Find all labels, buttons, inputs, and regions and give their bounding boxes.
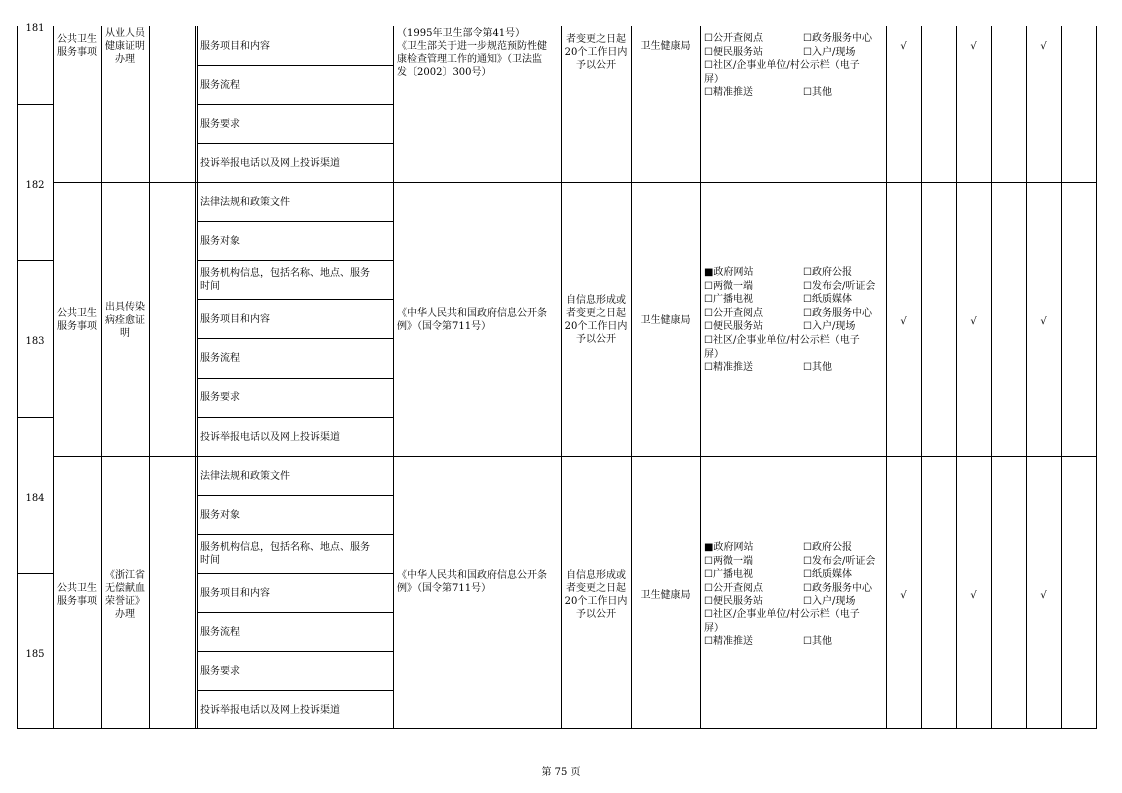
page-number: 第 75 页 (541, 767, 581, 778)
channels-left: ■政府网站 ☐两微一端 ☐广播电视 ☐公开查阅点 ☐便民服务站 (704, 267, 763, 332)
subitem-complaint: 投诉举报电话以及网上投诉渠道 (200, 432, 340, 443)
basis-cell: 《中华人民共和国政府信息公开条 例》（国令第711号） (397, 570, 547, 594)
category-cell: 公共卫生 服务事项 (57, 34, 97, 58)
check-mark: √ (970, 41, 977, 52)
check-mark: √ (900, 316, 907, 327)
channels-full: ☐社区/企事业单位/村公示栏（电子 屏） (704, 609, 860, 634)
timing-cell: 自信息形成或 者变更之日起 20个工作日内 予以公开 (564, 295, 628, 345)
channels-right: ☐政府公报 ☐发布会/听证会 ☐纸质媒体 ☐政务服务中心 ☐入户/现场 (803, 267, 876, 332)
subitem-law: 法律法规和政策文件 (200, 471, 290, 482)
row-number: 185 (25, 649, 45, 660)
category-cell: 公共卫生 服务事项 (57, 308, 97, 332)
row-number: 182 (25, 180, 45, 191)
subitem-req: 服务要求 (200, 392, 240, 403)
check-mark: √ (1040, 590, 1047, 601)
check-mark: √ (970, 590, 977, 601)
subitem-req: 服务要求 (200, 119, 240, 130)
subitem-flow: 服务流程 (200, 80, 240, 91)
channels-last-right: ☐其他 (803, 87, 832, 98)
check-mark: √ (970, 316, 977, 327)
subitem-content: 服务项目和内容 (200, 588, 270, 599)
subitem-flow: 服务流程 (200, 353, 240, 364)
channels-full: ☐社区/企事业单位/村公示栏（电子 屏） (704, 335, 860, 360)
check-mark: √ (900, 590, 907, 601)
subitem-org: 服务机构信息，包括名称、地点、服务 时间 (200, 268, 370, 292)
row-number: 184 (25, 493, 45, 504)
channels-right: ☐政府公报 ☐发布会/听证会 ☐纸质媒体 ☐政务服务中心 ☐入户/现场 (803, 542, 876, 607)
subitem-org: 服务机构信息，包括名称、地点、服务 时间 (200, 542, 370, 566)
channels-last-left: ☐精准推送 (704, 362, 753, 373)
channels-left: ■政府网站 ☐两微一端 ☐广播电视 ☐公开查阅点 ☐便民服务站 (704, 542, 763, 607)
subitem-law: 法律法规和政策文件 (200, 197, 290, 208)
subitem-complaint: 投诉举报电话以及网上投诉渠道 (200, 705, 340, 716)
check-mark: √ (900, 41, 907, 52)
check-mark: √ (1040, 41, 1047, 52)
channels-last-left: ☐精准推送 (704, 87, 753, 98)
basis-cell: 《中华人民共和国政府信息公开条 例》（国令第711号） (397, 308, 547, 332)
channels-right: ☐政务服务中心 ☐入户/现场 (803, 33, 872, 58)
timing-cell: 自信息形成或 者变更之日起 20个工作日内 予以公开 (564, 570, 628, 620)
channels-left: ☐公开查阅点 ☐便民服务站 (704, 33, 763, 58)
category-cell: 公共卫生 服务事项 (57, 583, 97, 607)
item-name-cell: 《浙江省 无偿献血 荣誉证》 办理 (105, 570, 145, 620)
subitem-content: 服务项目和内容 (200, 41, 270, 52)
subitem-req: 服务要求 (200, 666, 240, 677)
channels-last-right: ☐其他 (803, 636, 832, 647)
channels-full: ☐社区/企事业单位/村公示栏（电子 屏） (704, 60, 860, 85)
channels-last-left: ☐精准推送 (704, 636, 753, 647)
subject-cell: 卫生健康局 (640, 315, 691, 326)
subitem-complaint: 投诉举报电话以及网上投诉渠道 (200, 158, 340, 169)
subitem-flow: 服务流程 (200, 627, 240, 638)
subitem-target: 服务对象 (200, 510, 240, 521)
subject-cell: 卫生健康局 (640, 590, 691, 601)
check-mark: √ (1040, 316, 1047, 327)
item-name-cell: 从业人员 健康证明 办理 (105, 28, 145, 65)
subitem-target: 服务对象 (200, 236, 240, 247)
row-number: 183 (25, 336, 45, 347)
timing-cell: 者变更之日起 20个工作日内 予以公开 (564, 34, 628, 71)
row-number: 181 (25, 23, 45, 34)
subject-cell: 卫生健康局 (640, 41, 691, 52)
subitem-content: 服务项目和内容 (200, 314, 270, 325)
item-name-cell: 出具传染 病痊愈证 明 (105, 302, 145, 339)
channels-last-right: ☐其他 (803, 362, 832, 373)
basis-cell: （1995年卫生部令第41号） 《卫生部关于进一步规范预防性健 康检查管理工作的通知》（卫法监 发〔2002〕300号） (397, 28, 547, 78)
